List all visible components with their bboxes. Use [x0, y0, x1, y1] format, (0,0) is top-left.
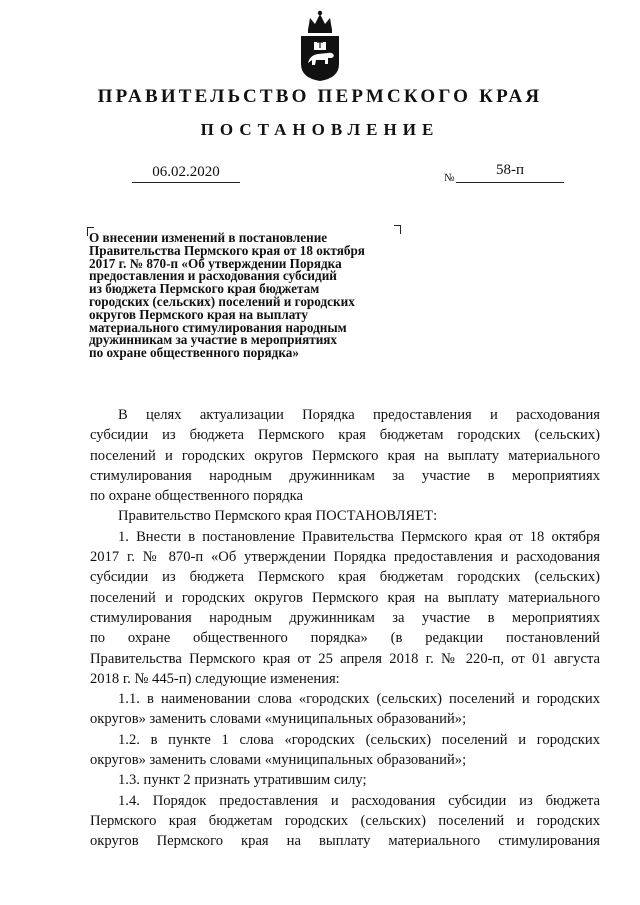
subject-line: О внесении изменений в постановление — [89, 230, 328, 245]
subject-line: по охране общественного порядка» — [89, 345, 299, 361]
body-line: субсидии из бюджета Пермского края бюджетам городских (сельских) — [90, 569, 600, 586]
body-line: субсидии из бюджета Пермского края бюджетам городских (сельских) — [90, 427, 600, 444]
number-sign: № — [444, 172, 455, 184]
subject-line: 2017 г. № 870-п «Об утверждении Порядка — [89, 255, 342, 271]
body-line: 2018 г. № 445-п) следующие изменения: — [90, 670, 340, 687]
document-date: 06.02.2020 — [132, 164, 240, 183]
subject-line: материального стимулирования народным — [89, 319, 347, 335]
body-line: Правительство Пермского края ПОСТАНОВЛЯЕТ: — [118, 508, 438, 525]
body-line: 1.3. пункт 2 признать утратившим силу; — [118, 772, 367, 789]
body-line: Правительства Пермского края от 25 апреля 2018 г. № 220-п, от 01 августа — [90, 650, 600, 667]
document-body — [90, 405, 600, 852]
subject-line: дружинникам за участие в мероприятиях — [89, 332, 338, 348]
body-line: по охране общественного порядка» (в редакции постановлений — [90, 630, 600, 647]
body-line: стимулирования народным дружинникам за участие в мероприятиях — [90, 467, 600, 484]
body-line: 2017 г. № 870-п «Об утверждении Порядка предоставления и расходования — [90, 549, 600, 566]
document-number: 58-п — [456, 162, 564, 183]
body-line: 1.1. в наименовании слова «городских (сельских) поселений и городских — [118, 691, 600, 708]
document-subject — [89, 232, 419, 360]
subject-line: Правительства Пермского края от 18 октября — [89, 242, 365, 258]
body-line: стимулирования народным дружинникам за участие в мероприятиях — [90, 609, 600, 626]
subject-line: городских (сельских) поселений и городских — [89, 293, 355, 309]
body-line: 1.4. Порядок предоставления и расходования субсидии из бюджета — [118, 792, 600, 809]
body-line: по охране общественного порядка — [90, 488, 304, 505]
subject-line: из бюджета Пермского края бюджетам — [89, 281, 320, 297]
body-line: округов» заменить словами «муниципальных образований»; — [90, 752, 467, 769]
subject-line: округов Пермского края на выплату — [89, 306, 308, 322]
subject-line: предоставления и расходования субсидий — [89, 268, 337, 284]
body-line: поселений и городских округов Пермского края на выплату материального — [90, 589, 600, 606]
body-line: поселений и городских округов Пермского края на выплату материального — [90, 447, 600, 464]
organization-title: ПРАВИТЕЛЬСТВО ПЕРМСКОГО КРАЯ — [97, 86, 543, 107]
body-line: округов» заменить словами «муниципальных образований»; — [90, 711, 467, 728]
body-line: округов Пермского края на выплату материального стимулирования — [90, 833, 600, 850]
body-line: 1. Внести в постановление Правительства Пермского края от 18 октября — [118, 528, 600, 545]
coat-of-arms-perm-krai-icon — [298, 8, 342, 82]
document-type: ПОСТАНОВЛЕНИЕ — [200, 120, 440, 139]
body-line: 1.2. в пункте 1 слова «городских (сельских) поселений и городских — [118, 731, 600, 748]
body-line: Пермского края бюджетам городских (сельских) поселений и городских — [90, 812, 600, 829]
body-line: В целях актуализации Порядка предоставления и расходования — [118, 407, 600, 423]
